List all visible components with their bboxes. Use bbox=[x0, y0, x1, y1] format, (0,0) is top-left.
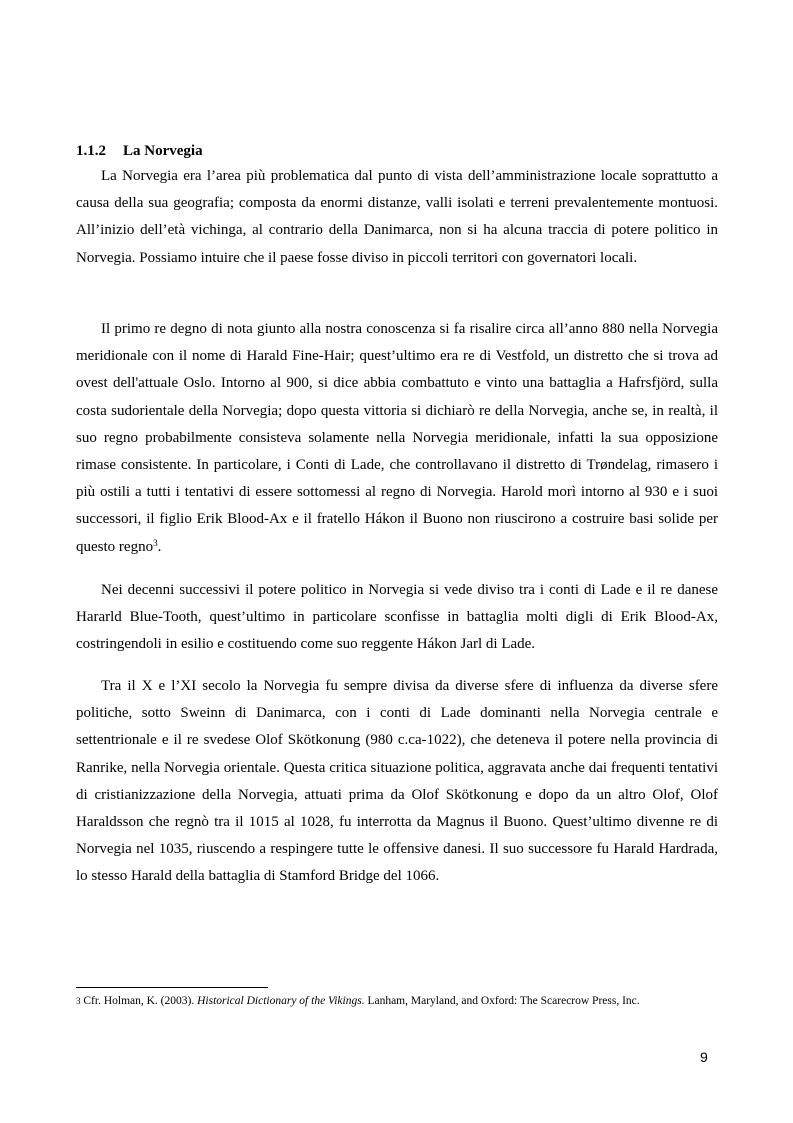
footnote-prefix: Cfr. Holman, K. (2003). bbox=[80, 995, 198, 1007]
footnote-book-title: Historical Dictionary of the Vikings. bbox=[197, 995, 365, 1007]
paragraph-2-text: Il primo re degno di nota giunto alla nostra conoscenza si fa risalire circa all’anno 880 nella Norvegia meridionale con il nome di Harald Fine-Hair; quest’ultimo era re di Vestfold, un distretto che si trova ad ovest dell'attuale Oslo. Intorno al 900, si dice abbia combattuto e vinto una battaglia a Hafrsfjörd, sulla costa sudorientale della Norvegia; dopo questa vittoria si dichiarò re della Norvegia, anche se, in realtà, il suo regno probabilmente consisteva solamente nella Norvegia meridionale, infatti la sua opposizione rimase consistente. In particolare, i Conti di Lade, che controllavano il distretto di Trøndelag, rimasero i più ostili a tutti i tentativi di essere sottomessi al regno di Norvegia. Harold morì intorno al 930 e i suoi successori, il figlio Erik Blood-Ax e il fratello Hákon il Buono non riuscirono a costruire basi solide per questo regno bbox=[76, 321, 718, 555]
paragraph-1-block bbox=[76, 163, 718, 272]
section-number: 1.1.2 bbox=[76, 143, 106, 159]
footnote-divider bbox=[76, 987, 268, 988]
paragraph-3-block bbox=[76, 577, 718, 659]
paragraph-2 bbox=[76, 316, 718, 561]
paragraph-2-block bbox=[76, 316, 718, 561]
paragraph-3: Nei decenni successivi il potere politico in Norvegia si vede diviso tra i conti di Lade e il re danese Hararld Blue-Tooth, quest’ultimo in particolare sconfisse in battaglia molti digli di Erik Blood-Ax, costringendoli in esilio e costituendo come suo reggente Hákon Jarl di Lade. bbox=[76, 582, 718, 653]
footnote-mark: 3 bbox=[76, 996, 81, 1006]
paragraph-1: La Norvegia era l’area più problematica dal punto di vista dell’amministrazione locale soprattutto a causa della sua geografia; composta da enormi distanze, valli isolati e terreni prevalentemente montuosi. All’inizio dell’età vichinga, al contrario della Danimarca, non si ha alcuna traccia di potere politico in Norvegia. Possiamo intuire che il paese fosse diviso in piccoli territori con governatori locali. bbox=[76, 168, 718, 266]
paragraph-2-end: . bbox=[157, 538, 162, 555]
paragraph-4-block bbox=[76, 673, 718, 891]
section-title: La Norvegia bbox=[123, 143, 203, 159]
footnote-reference[interactable]: 3 bbox=[153, 537, 158, 548]
page-number: 9 bbox=[700, 1049, 708, 1065]
paragraph-4: Tra il X e l’XI secolo la Norvegia fu sempre divisa da diverse sfere di influenza da diverse sfere politiche, sotto Sweinn di Danimarca, con i conti di Lade dominanti nella Norvegia centrale e settentrionale e il re svedese Olof Skötkonung (980 c.ca-1022), che deteneva il potere nella provincia di Ranrike, nella Norvegia orientale. Questa critica situazione politica, aggravata anche dai frequenti tentativi di cristianizzazione della Norvegia, attuati prima da Olof Skötkonung e dopo da un altro Olof, Olof Haraldsson che regnò tra il 1015 al 1028, fu interrotta da Magnus il Buono. Quest’ultimo divenne re di Norvegia nel 1035, riuscendo a respingere tutte le offensive danesi. Il suo successore fu Harald Hardrada, lo stesso Harald della battaglia di Stamford Bridge del 1066. bbox=[76, 678, 718, 885]
footnote-suffix: Lanham, Maryland, and Oxford: The Scarecrow Press, Inc. bbox=[364, 995, 640, 1007]
section-heading bbox=[76, 141, 203, 161]
footnote bbox=[76, 993, 718, 1009]
